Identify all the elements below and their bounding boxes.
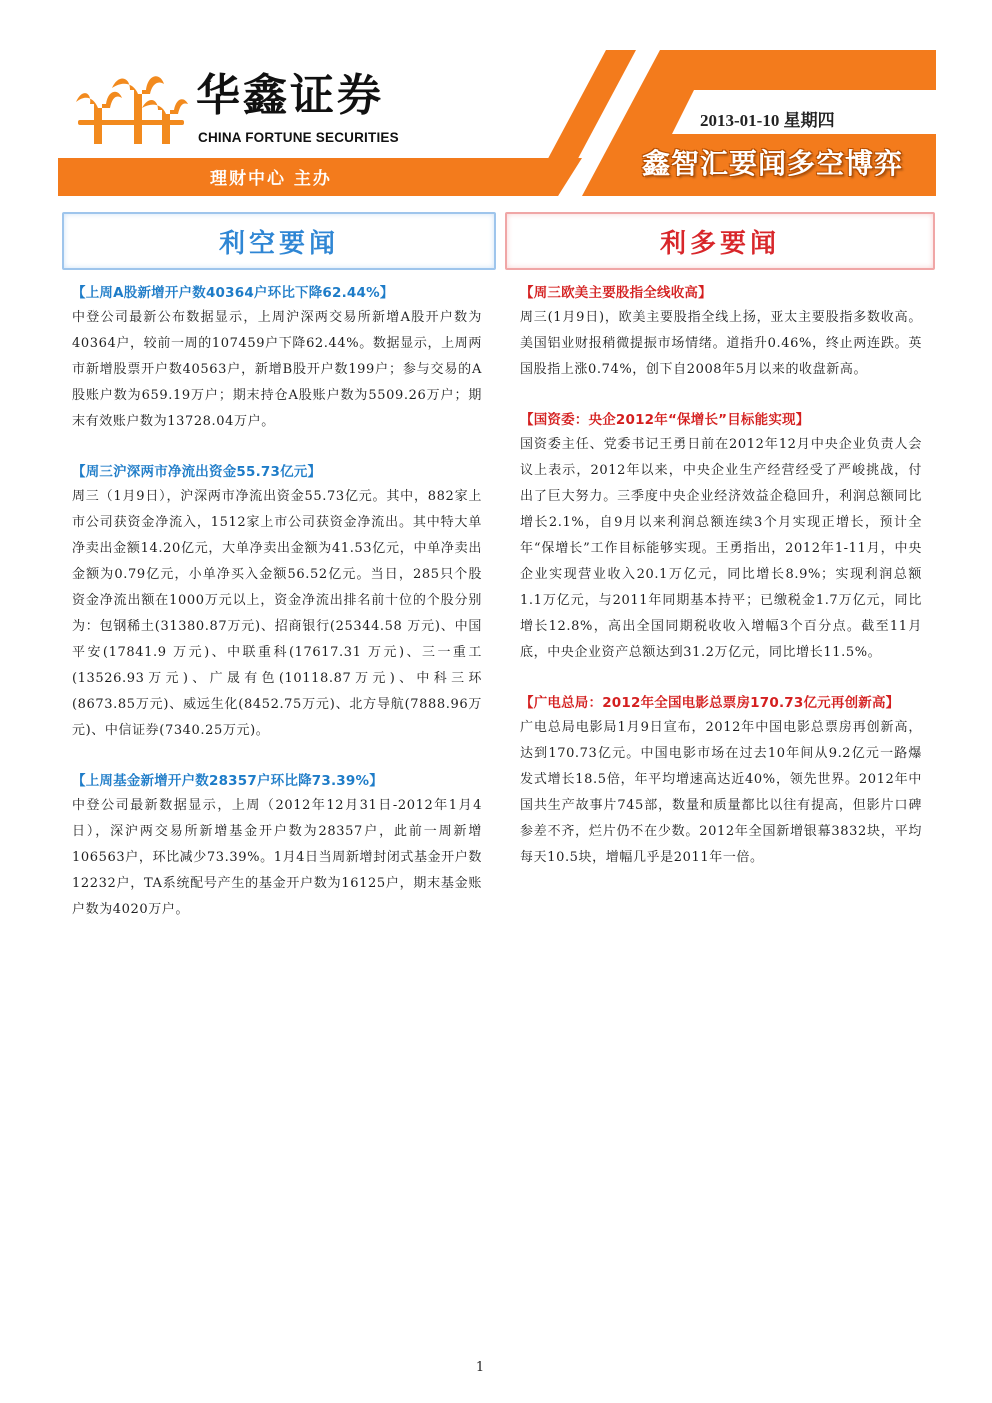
company-name-cn: 华鑫证券 bbox=[196, 70, 384, 121]
report-date: 2013-01-10 星期四 bbox=[700, 111, 835, 130]
article-body: 周三(1月9日)，欧美主要股指全线上扬，亚太主要股指多数收高。美国铝业财报稍微提振市场情绪。道指升0.46%，终止两连跌。英国股指上涨0.74%，创下自2008年5月以来的收盘新高。 bbox=[520, 310, 922, 377]
article-title: 【国资委：央企2012年“保增长”目标能实现】 bbox=[520, 412, 810, 428]
page-header bbox=[0, 0, 992, 200]
bullish-news-column bbox=[520, 282, 922, 897]
article-body: 中登公司最新公布数据显示，上周沪深两交易所新增A股开户数为40364户，较前一周的107459户下降62.44%。数据显示，上周两市新增股票开户数40563户，新增B股开户数199户；参与交易的A股账户数为659.19万户；期末持仓A股账户数为5509.26万户；期末有效账户数为13728.04万户。 bbox=[72, 310, 482, 429]
company-name-en: CHINA FORTUNE SECURITIES bbox=[198, 130, 399, 145]
report-title: 鑫智汇要闻多空博弈 bbox=[642, 147, 904, 180]
news-article bbox=[520, 282, 922, 383]
bearish-news-column bbox=[72, 282, 482, 949]
news-article bbox=[520, 409, 922, 666]
article-title: 【上周基金新增开户数28357户环比降73.39%】 bbox=[72, 773, 383, 789]
article-body: 周三（1月9日），沪深两市净流出资金55.73亿元。其中，882家上市公司获资金净流入，1512家上市公司获资金净流出。其中特大单净卖出金额14.20亿元，大单净卖出金额为41.53亿元，中单净卖出金额为0.79亿元，小单净买入金额56.52亿元。当日，285只个股资金净流出额在1000万元以上，资金净流出排名前十位的个股分别为：包钢稀土(31380.87万元)、招商银行(25344.58 万元)、中国平安(17841.9 万元)、中联重科(17617.31 万元)、三一重工(13526.93万元)、广晟有色(10118.87万元)、中科三环(8673.85万元)、威远生化(8452.75万元)、北方导航(7888.96万元)、中信证券(7340.25万元)。 bbox=[72, 489, 482, 738]
article-title: 【上周A股新增开户数40364户环比下降62.44%】 bbox=[72, 285, 394, 301]
sponsor-label: 理财中心 主办 bbox=[210, 169, 332, 189]
bullish-news-heading: 利多要闻 bbox=[505, 212, 935, 270]
news-article bbox=[520, 692, 922, 871]
article-body: 广电总局电影局1月9日宣布，2012年中国电影总票房再创新高，达到170.73亿元。中国电影市场在过去10年间从9.2亿元一路爆发式增长18.5倍，年平均增速高达近40%，领先世界。2012年中国共生产故事片745部，数量和质量都比以往有提高，但影片口碑参差不齐，烂片仍不在少数。2012年全国新增银幕3832块，平均每天10.5块，增幅几乎是2011年一倍。 bbox=[520, 720, 922, 865]
page-number: 1 bbox=[475, 1360, 485, 1375]
news-article bbox=[72, 770, 482, 923]
article-body: 国资委主任、党委书记王勇日前在2012年12月中央企业负责人会议上表示，2012年以来，中央企业生产经营经受了严峻挑战，付出了巨大努力。三季度中央企业经济效益企稳回升，利润总额同比增长2.1%，自9月以来利润总额连续3个月实现正增长，预计全年“保增长”工作目标能够实现。王勇指出，2012年1-11月，中央企业实现营业收入20.1万亿元，同比增长8.9%；实现利润总额1.1万亿元，与2011年同期基本持平；已缴税金1.7万亿元，同比增长12.8%，高出全国同期税收收入增幅3个百分点。截至11月底，中央企业资产总额达到31.2万亿元，同比增长11.5%。 bbox=[520, 437, 922, 660]
company-logo-icon bbox=[72, 68, 190, 146]
article-title: 【周三欧美主要股指全线收高】 bbox=[520, 285, 712, 301]
news-article bbox=[72, 461, 482, 744]
news-article bbox=[72, 282, 482, 435]
article-body: 中登公司最新数据显示，上周（2012年12月31日-2012年1月4日），深沪两交易所新增基金开户数为28357户，此前一周新增106563户，环比减少73.39%。1月4日当周新增封闭式基金开户数12232户，TA系统配号产生的基金开户数为16125户，期末基金账户数为4020万户。 bbox=[72, 798, 482, 917]
article-title: 【广电总局：2012年全国电影总票房170.73亿元再创新高】 bbox=[520, 695, 900, 711]
article-title: 【周三沪深两市净流出资金55.73亿元】 bbox=[72, 464, 322, 480]
bearish-news-heading: 利空要闻 bbox=[62, 212, 496, 270]
